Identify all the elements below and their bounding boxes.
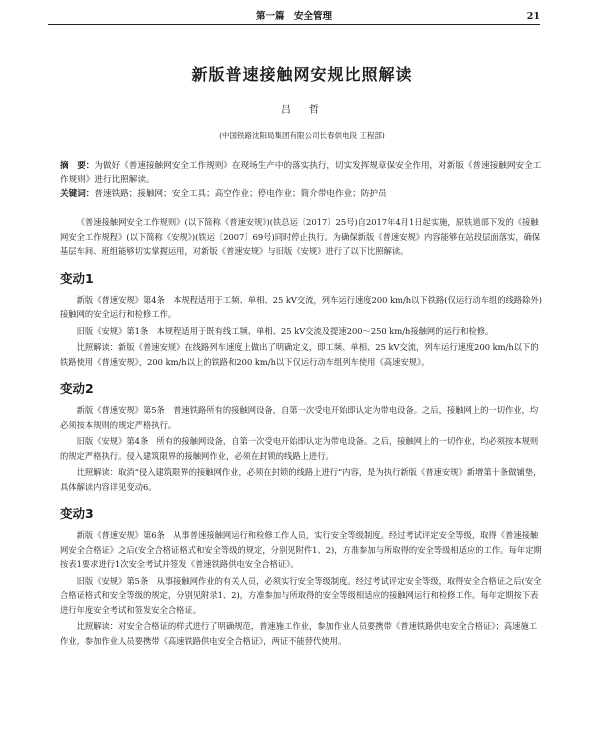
page-number: 21 bbox=[526, 11, 540, 22]
keywords-text: 普速铁路；接触网；安全工具；高空作业；停电作业；简介带电作业；防护员 bbox=[94, 189, 387, 199]
paragraph: 旧版《安规》第4条 所有的接触网设备，自第一次受电开始即认定为带电设备。之后，接触网上的一切作业，均必须按本规则的规定严格执行。侵入建筑限界的接触网作业，必须在封锁的线路上进行。 bbox=[60, 436, 539, 461]
paragraph: 旧版《安规》第5条 从事接触网作业的有关人员，必须实行安全等级制度。经过考试评定安全等级，取得安全合格证之后(安全合格证格式和安全等级的规定，分别见附录1、2)，方准参加与所取得的安全等级相适应的接触网运行和检修工作。每年定期按下表进行年度安全考试和签发安全合格证。 bbox=[60, 575, 542, 615]
abstract-text: 为做好《普速接触网安全工作规则》在现场生产中的落实执行，切实发挥规章保安全作用，对新版《普速接触网安全工作规则》进行比照解读。 bbox=[60, 161, 542, 185]
section-2 bbox=[60, 379, 544, 494]
paragraph: 比照解读：新版《普速安规》在线路列车速度上做出了明确定义，即工频、单相、25 kV交流，列车运行速度200 km/h以下的铁路使用《普速安规》，200 km/h以上的铁路和200 km/h以下仅运行动车组列车使用《高速安规》。 bbox=[60, 342, 539, 367]
article-body bbox=[60, 40, 544, 650]
abstract-block bbox=[60, 159, 544, 201]
paragraph: 新版《普速安规》第5条 普速铁路所有的接触网设备，自第一次受电开始即认定为带电设备。之后，接触网上的一切作业，均必须按本规则的规定严格执行。 bbox=[60, 405, 539, 430]
section-heading: 变动2 bbox=[60, 381, 94, 396]
section-1 bbox=[60, 269, 544, 370]
abstract-label: 摘 要： bbox=[60, 161, 95, 171]
section-3 bbox=[60, 504, 544, 648]
paragraph: 新版《普速安规》第6条 从事普速接触网运行和检修工作人员，实行安全等级制度。经过考试评定安全等级，取得《普速接触网安全合格证》之后(安全合格证格式和安全等级的规定，分别见附件1、2)，方准参加与所取得的安全等级相适应的工作。每年定期按表1要求进行1次安全考试并签发《普速铁路供电安全合格证》。 bbox=[60, 530, 542, 569]
keywords-label: 关键词： bbox=[60, 189, 95, 199]
article-title: 新版普速接触网安规比照解读 bbox=[191, 65, 413, 84]
affiliation: (中国铁路沈阳局集团有限公司长春供电段 工程部) bbox=[219, 131, 385, 140]
running-header bbox=[48, 10, 540, 25]
paragraph: 比照解读：对安全合格证的样式进行了明确规范，普速施工作业，参加作业人员要携带《普速铁路供电安全合格证》；高速施工作业，参加作业人员要携带《高速铁路供电安全合格证》，两证不能替代使用。 bbox=[60, 621, 538, 646]
author: 吕 哲 bbox=[281, 105, 323, 116]
section-heading: 变动3 bbox=[60, 506, 94, 521]
intro-paragraph: 《普速接触网安全工作规则》(以下简称《普速安规》)(铁总运〔2017〕25号)自2017年4月1日起实施，原铁道部下发的《接触网安全工作规程》(以下简称《安规》)(铁运〔2007〕69号)同时停止执行。为确保新版《普速安规》内容能够在站段层面落实，确保基层车间、班组能够切实掌握运用，对新版《普速安规》与旧版《安规》进行了以下比照解读。 bbox=[60, 217, 541, 256]
keywords bbox=[60, 187, 544, 201]
abstract bbox=[60, 159, 544, 187]
paragraph: 旧版《安规》第1条 本规程适用于既有线工频、单相、25 kV交流及提速200～250 km/h接触网的运行和检修。 bbox=[76, 325, 494, 336]
running-head-title: 第一篇 安全管理 bbox=[255, 11, 332, 22]
paragraph: 比照解读：取消“侵入建筑限界的接触网作业，必须在封锁的线路上进行”内容，是为执行新版《普速安规》新增第十条做铺垫，具体解读内容详见变动6。 bbox=[60, 467, 542, 492]
section-heading: 变动1 bbox=[60, 270, 94, 286]
paragraph: 新版《普速安规》第4条 本规程适用于工频、单相、25 kV交流，列车运行速度200 km/h以下铁路(仅运行动车组的线路除外)接触网的安全运行和检修工作。 bbox=[60, 294, 543, 319]
